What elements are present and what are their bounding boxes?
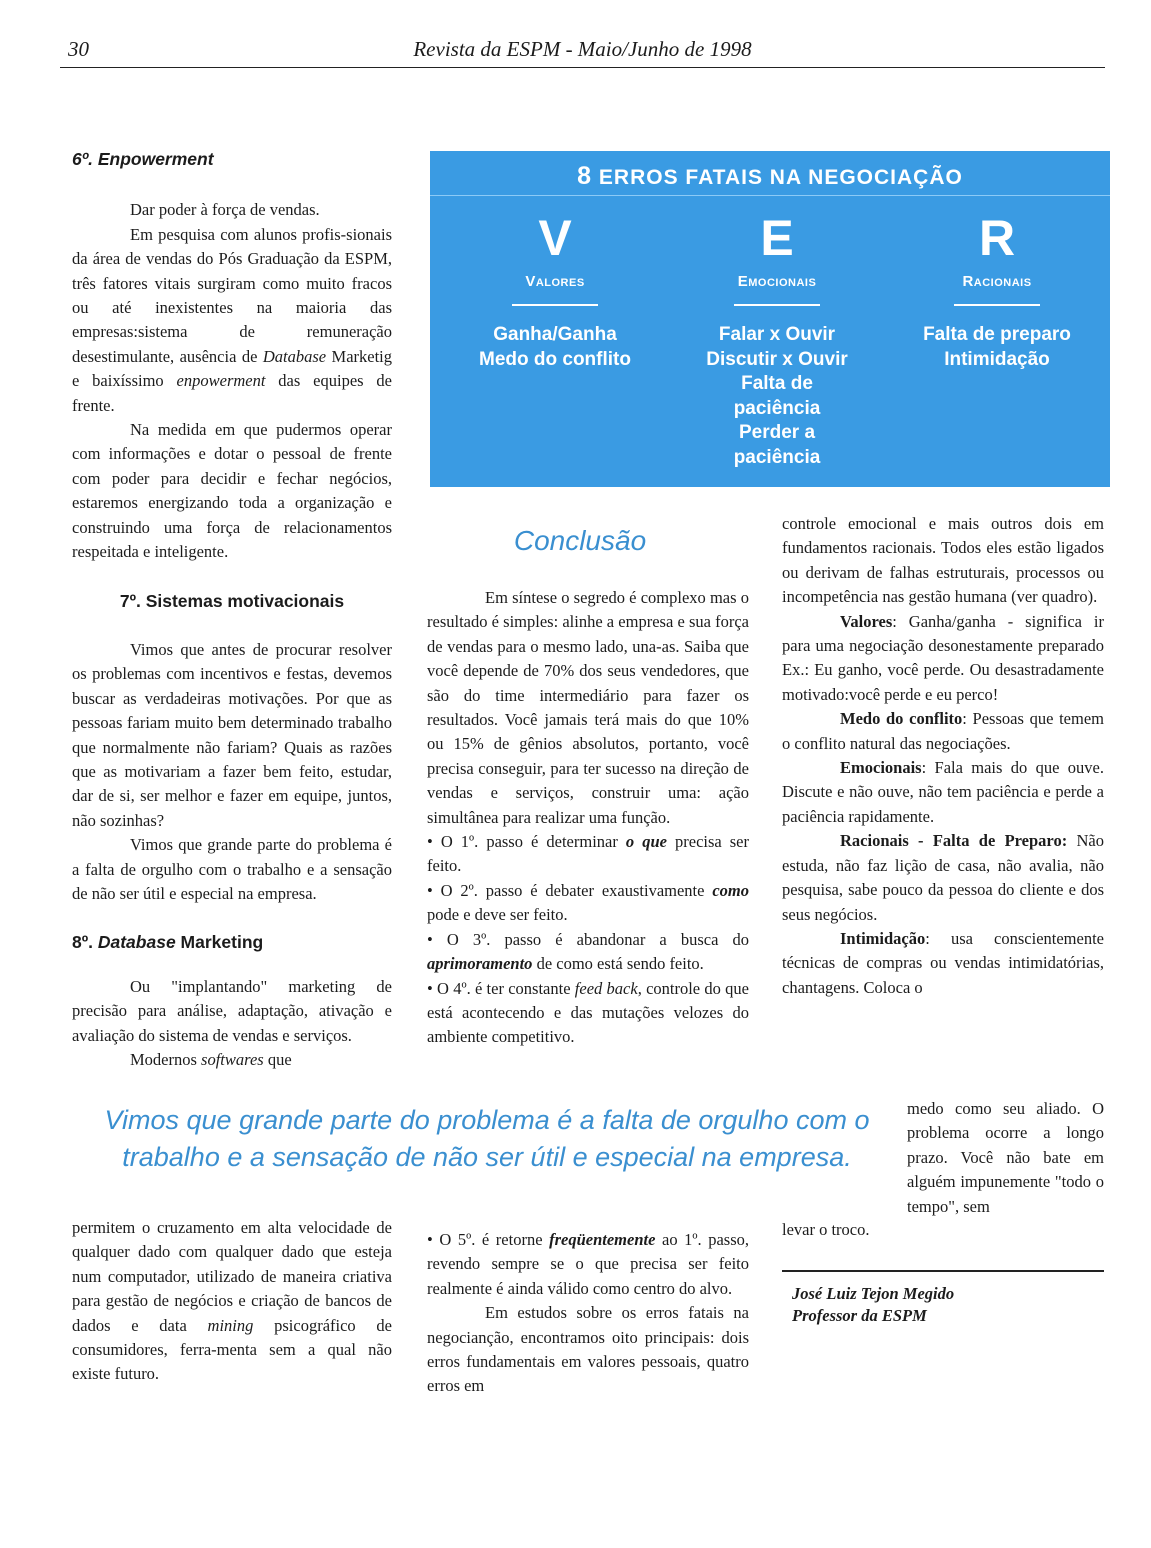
paragraph: permitem o cruzamento em alta velocidade de qualquer dado com qualquer dado que esteja num computador, utilizado de maneira criativa para gestão de negócios e criação de bancos de dados e data mining psicográfico de consumidores, ferra-menta sem a qual não existe futuro. bbox=[72, 1218, 392, 1384]
column-item: Perder a paciência bbox=[733, 422, 821, 468]
section-7-heading: 7º. Sistemas motivacionais bbox=[119, 590, 345, 611]
paragraph: Racionais - Falta de Preparo: Não estuda, não faz lição de casa, não avalia, não pesquisa, sabe pouco da pessoa do cliente e dos seus negócios. bbox=[782, 831, 1104, 924]
paragraph: Vimos que grande parte do problema é a falta de orgulho com o trabalho e a sensação de não ser útil e especial na empresa. bbox=[72, 835, 392, 903]
section-6-title: 6º. Enpowerment bbox=[72, 149, 214, 169]
paragraph: Dar poder à força de vendas. bbox=[130, 200, 320, 220]
paragraph: Vimos que antes de procurar resolver os problemas com incentivos e festas, devemos buscar as verdadeiras motivações. Por que as pessoas fariam muito bem determinado trabalho que normalmente não fariam? Quais as razões que as motivariam a fazer bem feito, estudar, dar de si, ser melhor e fazer em equipe, juntos, não sozinhas? bbox=[72, 639, 392, 830]
paragraph: Valores: Ganha/ganha - significa ir para uma negociação desonestamente preparado Ex.: Eu ganho, você perde. Ou desastradamente motivado:você perde e eu perco! bbox=[782, 611, 1104, 704]
paragraph: Emocionais: Fala mais do que ouve. Discute e não ouve, não tem paciência e perde a paciência rapidamente. bbox=[782, 758, 1104, 826]
column-3-wrap bbox=[907, 1097, 1104, 1219]
paragraph: Em estudos sobre os erros fatais na negocianção, encontramos oito principais: dois erros fundamentais em valores pessoais, quatro erros em bbox=[427, 1303, 749, 1396]
column-item: Ganha/Ganha bbox=[493, 324, 617, 345]
conclusion-heading: Conclusão bbox=[513, 525, 647, 556]
paragraph: controle emocional e mais outros dois em fundamentos racionais. Todos eles estão ligados ou derivam de falhas estruturais, processos ou incompetência nas gestão humana (ver quadro). bbox=[782, 514, 1104, 607]
running-title: Revista da ESPM - Maio/Junho de 1998 bbox=[413, 37, 752, 61]
column-2-bottom bbox=[427, 1228, 749, 1399]
author-title: Professor da ESPM bbox=[792, 1306, 927, 1325]
box-column-emocionais bbox=[664, 209, 890, 470]
column-3-top bbox=[782, 512, 1104, 1000]
author-name: José Luiz Tejon Megido bbox=[792, 1284, 955, 1303]
paragraph: Modernos softwares que bbox=[130, 1050, 292, 1069]
paragraph: Em síntese o segredo é complexo mas o resultado é simples: alinhe a empresa e sua força de vendas para o mesmo lado, una-as. Saiba que você depende de 70% dos seus vendedores, que são do time intermediário para fazer os resultados. Você jamais terá mais do que 10% ou 15% de gênios absolutos, portanto, você precisa conseguir, para ter sucesso na direção de vendas e serviços, construir uma: ação simultânea para realizar uma função. bbox=[427, 588, 749, 827]
column-item: Falta de paciência bbox=[733, 373, 821, 419]
bullet-item: • O 1º. passo é determinar o que precisa ser feito. bbox=[427, 832, 749, 876]
section-8-heading: 8º. Database Marketing bbox=[72, 932, 264, 953]
paragraph: levar o troco. bbox=[782, 1220, 870, 1239]
column-rule bbox=[734, 304, 820, 306]
column-rule bbox=[954, 304, 1040, 306]
page-header bbox=[60, 37, 1105, 68]
column-rule bbox=[512, 304, 598, 306]
column-name: Emocionais bbox=[737, 273, 817, 290]
bullet-item: • O 4º. é ter constante feed back, controle do que está acontecendo e das mutações velozes do ambiente competitivo. bbox=[427, 978, 749, 1047]
author-signature bbox=[792, 1283, 954, 1327]
bullet-item: • O 2º. passo é debater exaustivamente como pode e deve ser feito. bbox=[427, 880, 749, 925]
column-item: Discutir x Ouvir bbox=[706, 348, 848, 370]
box-column-racionais bbox=[884, 209, 1110, 372]
column-item: Intimidação bbox=[944, 348, 1050, 370]
page-number: 30 bbox=[68, 37, 89, 61]
section-6-heading bbox=[72, 147, 392, 171]
column-item: Falta de preparo bbox=[923, 324, 1071, 345]
column-1-bottom bbox=[72, 1216, 392, 1387]
column-name: Valores bbox=[525, 273, 585, 290]
bullet-item: • O 5º. é retorne freqüentemente ao 1º. passo, revendo sempre se o que precisa ser feito realmente é ainda válido como centro do alvo. bbox=[427, 1230, 749, 1298]
box-divider bbox=[430, 195, 1110, 196]
box-title: 8 ERROS FATAIS NA NEGOCIAÇÃO bbox=[577, 162, 963, 190]
column-item: Falar x Ouvir bbox=[718, 324, 836, 345]
box-column-valores bbox=[442, 209, 668, 372]
column-item: Medo do conflito bbox=[479, 348, 631, 370]
signature-rule bbox=[782, 1270, 1104, 1272]
paragraph: Intimidação: usa conscientemente técnicas de compras ou vendas intimidatórias, chantagens. Coloca o bbox=[782, 928, 1104, 997]
column-2-top bbox=[427, 586, 749, 1050]
paragraph: Ou "implantando" marketing de precisão para análise, adaptação, ativação e avaliação do sistema de vendas e serviços. bbox=[72, 976, 392, 1045]
column-3-end bbox=[782, 1218, 1104, 1242]
column-name: Racionais bbox=[962, 273, 1032, 290]
column-letter: R bbox=[978, 210, 1016, 266]
errors-table-box bbox=[430, 151, 1110, 487]
paragraph: Na medida em que pudermos operar com informações e dotar o pessoal de frente com poder para decidir e fechar negócios, estaremos energizando toda a organização e construindo uma força de relacionamentos respeitada e inteligente. bbox=[72, 420, 392, 562]
pull-quote: Vimos que grande parte do problema é a falta de orgulho com o trabalho e a sensação de não ser útil e especial na empresa. bbox=[104, 1105, 870, 1172]
paragraph: Em pesquisa com alunos profis-sionais da área de vendas do Pós Graduação da ESPM, três fatores vitais surgiram como muito fracos ou até inexistentes na maioria das empresas:sistema de remuneração desestimulante, ausência de Database Marketig e baixíssimo enpowerment das equipes de frente. bbox=[72, 224, 393, 415]
column-letter: E bbox=[760, 210, 794, 266]
paragraph: Medo do conflito: Pessoas que temem o conflito natural das negociações. bbox=[782, 709, 1104, 753]
column-letter: V bbox=[538, 210, 572, 266]
bullet-item: • O 3º. passo é abandonar a busca do aprimoramento de como está sendo feito. bbox=[427, 929, 749, 974]
column-1-top bbox=[72, 147, 392, 1072]
paragraph: medo como seu aliado. O problema ocorre a longo prazo. Você não bate em alguém impunemente "todo o tempo", sem bbox=[907, 1099, 1104, 1216]
